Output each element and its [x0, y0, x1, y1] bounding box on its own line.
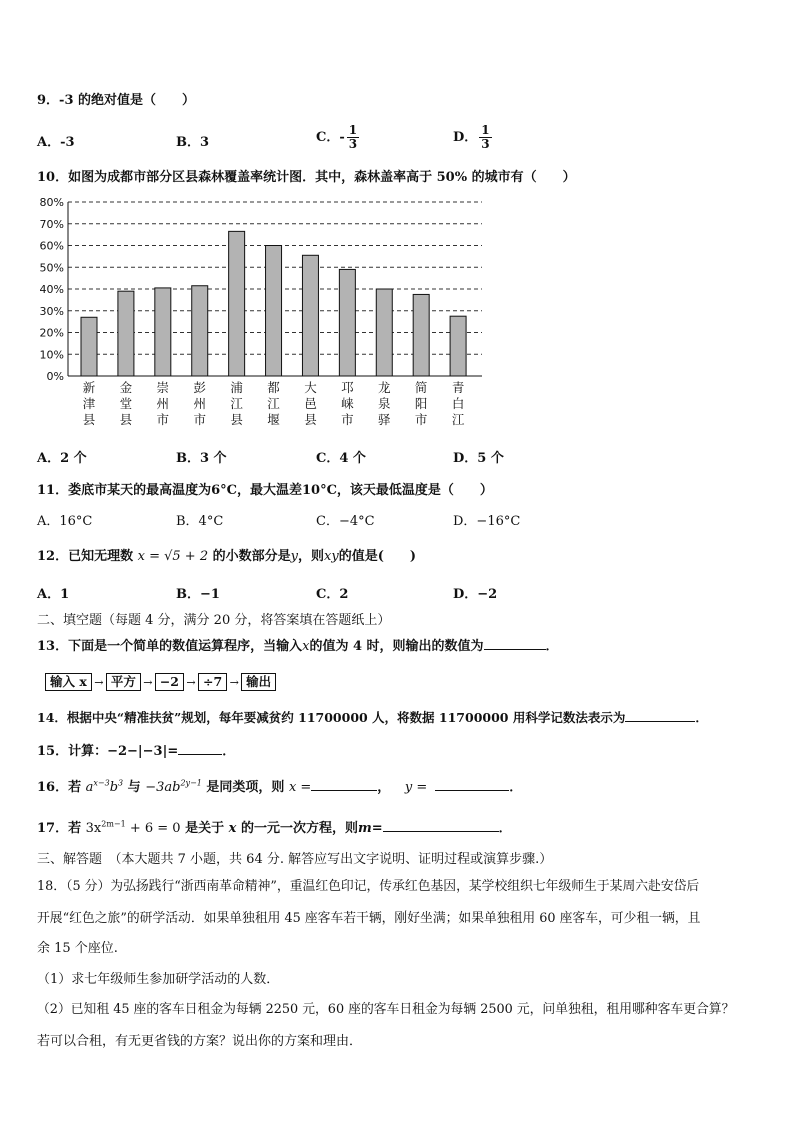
- answer-blank-y: [435, 778, 509, 791]
- flow-square-box: 平方: [106, 673, 141, 691]
- y-tick-label: 20%: [39, 326, 64, 340]
- q12-text: 12．已知无理数 x = √5 + 2 的小数部分是y，则xy的值是( ): [37, 549, 417, 564]
- q13-flowchart: [45, 672, 276, 692]
- y-tick-label: 70%: [39, 217, 64, 231]
- answer-blank: [625, 709, 695, 722]
- x-category-label: 都江堰: [267, 380, 280, 427]
- q14-text: 14．根据中央“精准扶贫”规划，每年要减贫约 11700000 人，将数据 11700000 用科学记数法表示为 ．: [37, 710, 708, 725]
- y-tick-label: 0%: [46, 370, 64, 383]
- q10-option-b: B．3 个: [176, 451, 227, 466]
- section-2-heading: 二、填空题（每题 4 分，满分 20 分，将答案填在答题纸上）: [37, 613, 391, 628]
- answer-blank: [178, 742, 222, 755]
- q12-option-c: C．2: [316, 587, 349, 602]
- bar: [450, 316, 466, 376]
- y-tick-label: 40%: [39, 283, 64, 296]
- y-tick-label: 30%: [39, 304, 64, 318]
- fraction-one-third: $\frac{1}{3}$: [348, 123, 358, 151]
- x-category-label: 简阳市: [414, 380, 428, 427]
- q12-option-d: D．−2: [453, 587, 498, 602]
- bar: [118, 291, 134, 376]
- q18-subquestion-2a: （2）已知租 45 座的客车日租金为每辆 2250 元，60 座的客车日租金为每辆 2500 元，问单独租，租用哪种客车更合算？: [37, 1002, 735, 1017]
- answer-blank-x: [311, 778, 377, 791]
- q9-option-c: C．- $\frac{1}{3}$: [316, 123, 358, 151]
- bar: [302, 255, 318, 376]
- bar: [339, 269, 355, 376]
- q11-text: 11．娄底市某天的最高温度为6°C，最大温差10°C，该天最低温度是（ ）: [37, 483, 493, 498]
- q13-text: 13．下面是一个简单的数值运算程序，当输入x的值为 4 时，则输出的数值为 ．: [37, 639, 559, 654]
- x-category-label: 金堂县: [119, 380, 133, 427]
- q11-option-c: C．−4°C: [316, 514, 375, 529]
- q12-formula: x = √5 + 2: [137, 549, 209, 564]
- q18-subquestion-1: （1）求七年级师生参加研学活动的人数．: [37, 972, 280, 987]
- forest-coverage-bar-chart: [30, 192, 490, 437]
- flow-input-box: 输入 x: [45, 673, 92, 691]
- q10-text: 10．如图为成都市部分区县森林覆盖率统计图．其中，森林盖率高于 50% 的城市有（ ）: [37, 170, 576, 185]
- q18-line-3: 余 15 个座位.: [37, 941, 118, 956]
- fraction-one-third: $\frac{1}{3}$: [481, 123, 490, 151]
- q12-option-b: B．−1: [176, 587, 220, 602]
- y-tick-label: 60%: [39, 239, 64, 253]
- q10-option-d: D．5 个: [453, 451, 504, 466]
- x-category-label: 龙泉驿: [378, 380, 391, 427]
- bar: [229, 231, 245, 376]
- q11-option-d: D．−16°C: [453, 514, 521, 529]
- q16-text: 16．若 $a^{x-3}b^3$ 与 $-3ab^{2y-1}$ 是同类项，则 x = ， y = ．: [37, 778, 523, 795]
- q10-option-c: C．4 个: [316, 451, 366, 466]
- bar: [376, 289, 392, 376]
- q18-line-1: 18．（5 分）为弘扬践行“浙西南革命精神”，重温红色印记，传承红色基因，某学校组织七年级师生于某周六赴安岱后: [37, 879, 700, 894]
- q18-line-2: 开展“红色之旅”的研学活动．如果单独租用 45 座客车若干辆，刚好坐满；如果单独租用 60 座客车，可少租一辆，且: [37, 911, 701, 926]
- bar: [155, 288, 171, 376]
- x-category-label: 青白江: [451, 380, 465, 427]
- x-category-label: 崇州市: [156, 380, 170, 427]
- q11-option-a: A．16°C: [37, 514, 93, 529]
- q9-option-d: D． $\frac{1}{3}$: [453, 123, 490, 151]
- arrow-right-icon: →: [94, 675, 104, 689]
- y-tick-label: 80%: [39, 196, 64, 209]
- x-category-label: 浦江县: [230, 380, 243, 427]
- answer-blank: [383, 819, 499, 832]
- x-category-label: 大邑县: [304, 380, 317, 427]
- arrow-right-icon: →: [143, 675, 153, 689]
- arrow-right-icon: →: [186, 675, 196, 689]
- q15-text: 15．计算：−2−|−3|= ．: [37, 744, 236, 759]
- x-category-label: 彭州市: [193, 380, 206, 427]
- q9-option-b: B．3: [176, 135, 210, 150]
- bar: [192, 286, 208, 376]
- flow-minus-two-box: −2: [155, 673, 184, 691]
- q12-option-a: A．1: [37, 587, 70, 602]
- flow-divide-seven-box: ÷7: [198, 673, 227, 691]
- flow-output-box: 输出: [241, 673, 276, 691]
- q10-option-a: A．2 个: [37, 451, 87, 466]
- q18-subquestion-2b: 若可以合租，有无更省钱的方案？说出你的方案和理由．: [37, 1034, 363, 1049]
- q17-text: 17．若 $3x^{2m-1} + 6 = 0$ 是关于 x 的一元一次方程，则m= ．: [37, 819, 512, 836]
- bar: [413, 294, 429, 376]
- x-category-label: 新津县: [82, 380, 96, 427]
- y-tick-label: 50%: [39, 261, 64, 275]
- bar: [81, 317, 97, 376]
- q11-option-b: B．4°C: [176, 514, 224, 529]
- answer-blank: [484, 637, 546, 650]
- q9-option-a: A．-3: [37, 135, 75, 150]
- q9-text: 9．-3 的绝对值是（ ）: [37, 93, 196, 108]
- section-3-heading: 三、解答题 （本大题共 7 小题，共 64 分. 解答应写出文字说明、证明过程或演算步骤.）: [37, 852, 553, 867]
- bar: [266, 246, 282, 377]
- y-tick-label: 10%: [39, 348, 64, 362]
- x-category-label: 邛崃市: [341, 380, 354, 427]
- arrow-right-icon: →: [229, 675, 239, 689]
